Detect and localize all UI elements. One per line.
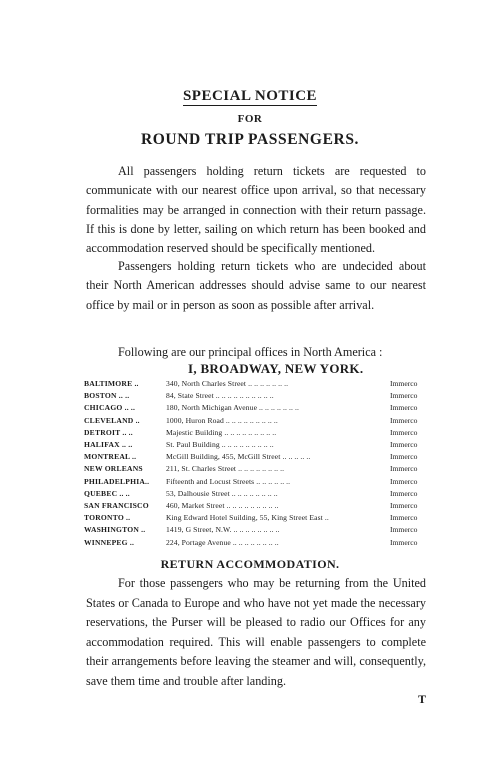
- office-address: 1419, G Street, N.W. .. .. .. .. .. .. .. ..: [166, 525, 280, 535]
- office-city: PHILADELPHIA..: [84, 476, 150, 486]
- paragraph-offices-intro: Following are our principal offices in North America :: [118, 345, 383, 359]
- office-cable-code: Immerco: [390, 476, 418, 486]
- office-row: [84, 402, 430, 414]
- office-cable-code: Immerco: [390, 464, 418, 474]
- office-address: McGill Building, 455, McGill Street .. .. .. .. ..: [166, 452, 311, 462]
- office-city: DETROIT .. ..: [84, 427, 133, 437]
- office-cable-code: Immerco: [390, 525, 418, 535]
- office-cable-code: Immerco: [390, 440, 418, 450]
- office-address: 53, Dalhousie Street .. .. .. .. .. .. .. ..: [166, 488, 278, 498]
- office-city: WINNEPEG ..: [84, 537, 135, 547]
- office-cable-code: Immerco: [390, 391, 418, 401]
- office-cable-code: Immerco: [390, 403, 418, 413]
- paragraph-undecided-addresses: Passengers holding return tickets who are undecided about their North American addresses should advise same to our nearest office by mail or in person as soon as possible after arrival.: [86, 259, 426, 312]
- notice-for: FOR: [237, 113, 263, 125]
- office-row: [84, 415, 430, 427]
- office-address: St. Paul Building .. .. .. .. .. .. .. .. ..: [166, 440, 274, 450]
- office-cable-code: Immerco: [390, 415, 418, 425]
- office-city: CLEVELAND ..: [84, 415, 140, 425]
- office-address: 340, North Charles Street .. .. .. .. .. .. ..: [166, 379, 289, 388]
- notice-title: SPECIAL NOTICE: [182, 88, 318, 104]
- return-accommodation-heading: RETURN ACCOMMODATION.: [160, 557, 340, 571]
- office-row: [84, 390, 430, 402]
- page-letter: T: [418, 692, 427, 706]
- office-cable-code: Immerco: [390, 537, 418, 547]
- office-cable-code: Immerco: [390, 513, 418, 523]
- office-address: 180, North Michigan Avenue .. .. .. .. .. .. ..: [166, 403, 300, 413]
- office-city: BALTIMORE ..: [84, 379, 139, 388]
- office-cable-code: Immerco: [390, 452, 418, 462]
- office-city: NEW ORLEANS: [84, 464, 143, 474]
- office-address: 84, State Street .. .. .. .. .. .. .. .. .. ..: [166, 391, 274, 401]
- office-city: HALIFAX .. ..: [84, 440, 133, 450]
- office-row: [84, 378, 430, 390]
- office-cable-code: Immerco: [390, 427, 418, 437]
- office-cable-code: Immerco: [390, 501, 418, 511]
- office-row: [84, 427, 430, 439]
- office-address: 211, St. Charles Street .. .. .. .. .. .. .. ..: [166, 464, 285, 474]
- paragraph-contact-office: All passengers holding return tickets are requested to communicate with our nearest office upon arrival, so that necessary formalities may be arranged in connection with their return passage. If this is done by letter, sailing on which return has been booked and accommodation reserved should be specifically mentioned.: [86, 164, 426, 256]
- office-city: QUEBEC .. ..: [84, 488, 130, 498]
- office-city: TORONTO ..: [84, 513, 131, 523]
- office-row: [84, 451, 430, 463]
- office-row: [84, 463, 430, 475]
- office-cable-code: Immerco: [390, 379, 418, 388]
- office-row: [84, 476, 430, 488]
- office-address: Majestic Building .. .. .. .. .. .. .. .. ..: [166, 427, 277, 437]
- office-address: 460, Market Street .. .. .. .. .. .. .. .. ..: [166, 501, 279, 511]
- office-city: BOSTON .. ..: [84, 391, 130, 401]
- offices-table: [84, 378, 430, 549]
- office-address: Fifteenth and Locust Streets .. .. .. .. .. ..: [166, 476, 291, 486]
- office-cable-code: Immerco: [390, 488, 418, 498]
- office-row: [84, 537, 430, 549]
- office-city: SAN FRANCISCO: [84, 501, 149, 511]
- notice-subtitle: ROUND TRIP PASSENGERS.: [140, 131, 360, 148]
- office-address: King Edward Hotel Suilding, 55, King Street East ..: [166, 513, 329, 523]
- return-accommodation-text: For those passengers who may be returning from the United States or Canada to Europe and who have not yet made the necessary reservations, the Purser will be pleased to radio our Offices for any accommodation required. This will enable passengers to complete their arrangements before leaving the steamer and will, consequently, save them time and trouble after landing.: [86, 576, 426, 688]
- office-row: [84, 512, 430, 524]
- office-row: [84, 500, 430, 512]
- office-row: [84, 524, 430, 536]
- office-address: 224, Portage Avenue .. .. .. .. .. .. .. ..: [166, 537, 279, 547]
- office-city: CHICAGO .. ..: [84, 403, 136, 413]
- office-city: WASHINGTON ..: [84, 525, 146, 535]
- office-row: [84, 439, 430, 451]
- office-row: [84, 488, 430, 500]
- head-office-address: I, BROADWAY, NEW YORK.: [188, 361, 364, 376]
- office-address: 1000, Huron Road .. .. .. .. .. .. .. .. ..: [166, 415, 278, 425]
- office-city: MONTREAL ..: [84, 452, 137, 462]
